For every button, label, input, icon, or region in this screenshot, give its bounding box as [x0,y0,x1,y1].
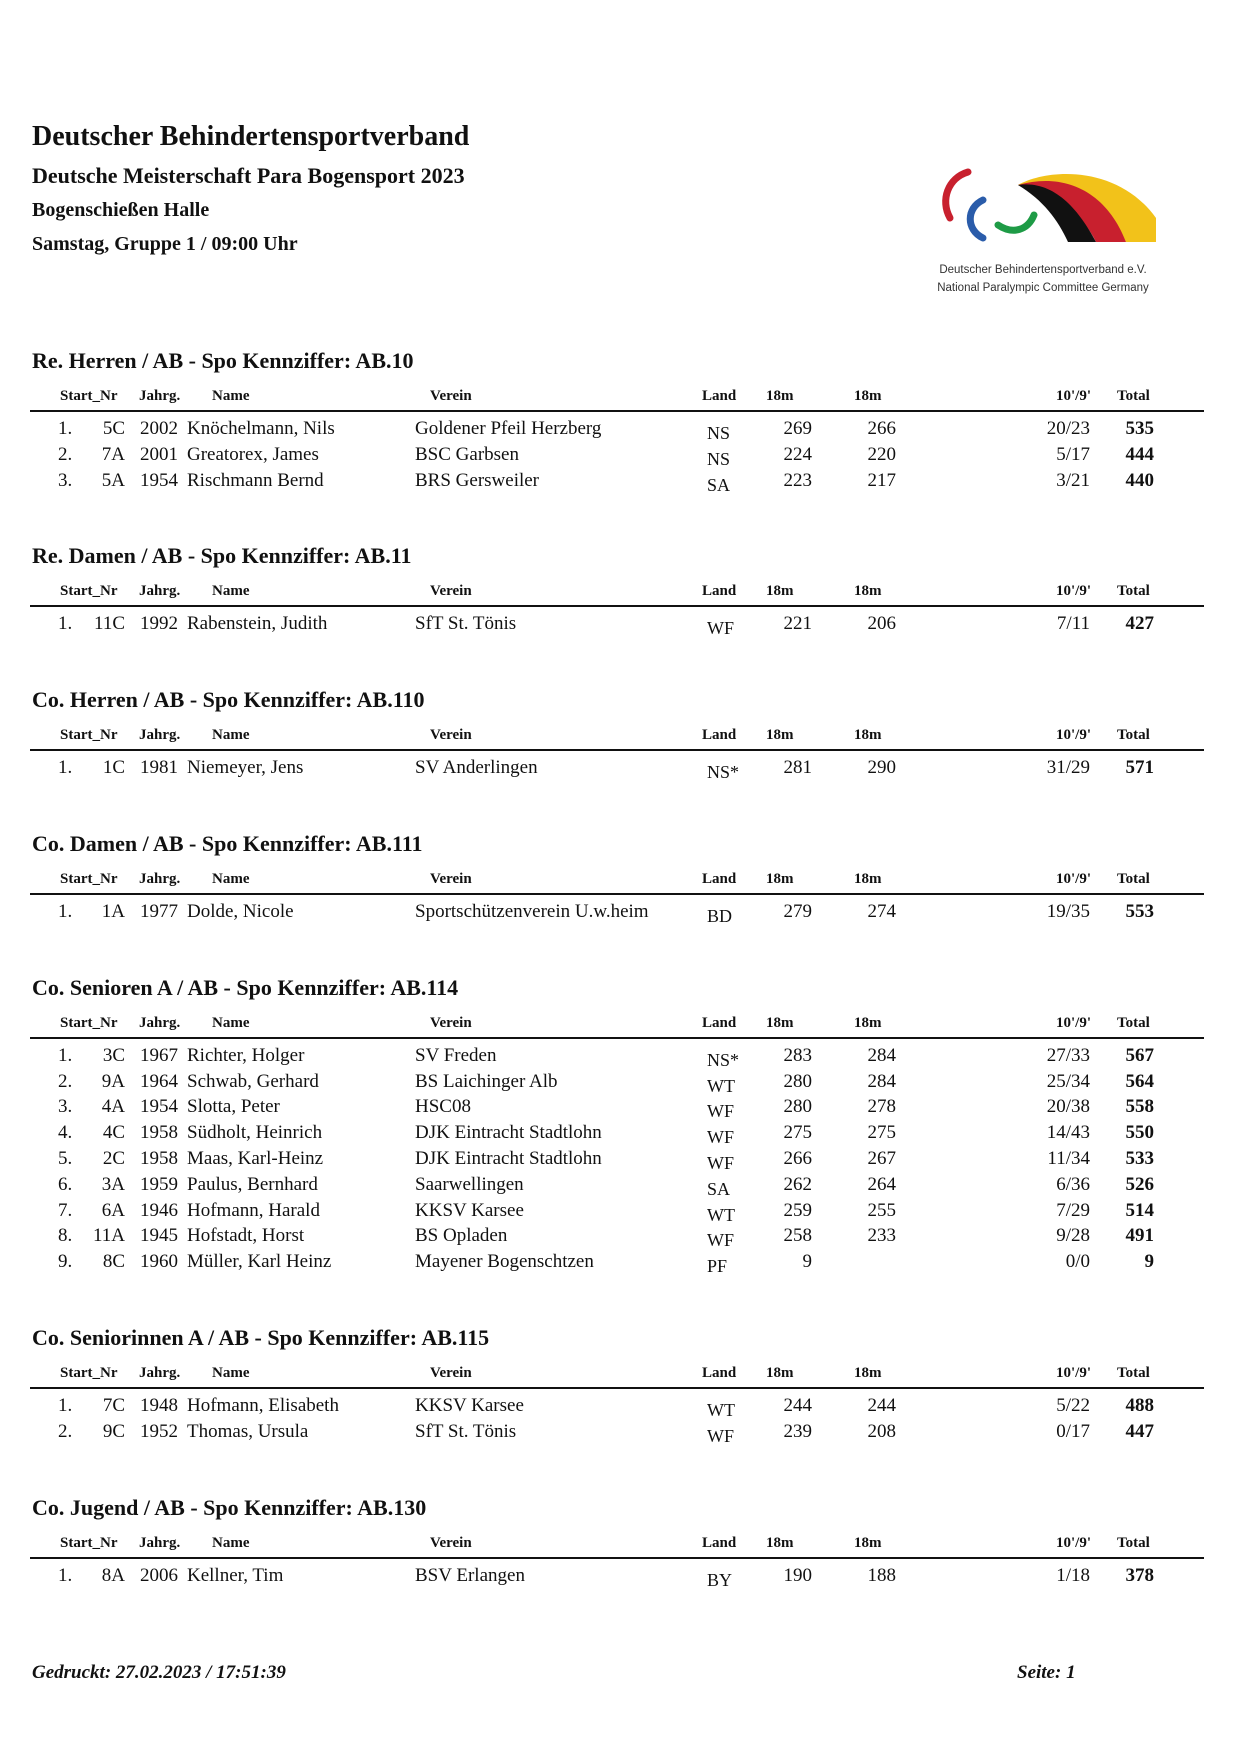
dbs-logo [918,160,1168,310]
section-title: Re. Herren / AB - Spo Kennziffer: AB.10 [32,348,414,373]
col-header-total: Total [1117,727,1150,744]
col-header-land: Land [702,1014,737,1031]
tens-nines: 11/34 [1047,1147,1090,1169]
paralympic-agitos-icon [928,160,1158,260]
session-title: Samstag, Gruppe 1 / 09:00 Uhr [32,233,298,255]
club-name: SV Freden [415,1044,497,1066]
table-row [0,444,1240,470]
rank: 6. [58,1173,73,1195]
club-name: SV Anderlingen [415,757,538,779]
col-header-name: Name [212,583,250,600]
rank: 3. [58,469,73,491]
col-header-tens-nines: 10'/9' [1056,1534,1092,1551]
col-header-club: Verein [430,1534,472,1551]
rank: 1. [58,1395,73,1416]
total-score: 427 [1125,613,1154,635]
col-header-tens-nines: 10'/9' [1056,1365,1092,1381]
col-header-tens-nines: 10'/9' [1056,727,1092,744]
table-row [0,418,1240,444]
col-header-start-nr: Start_Nr [60,583,118,600]
header-rule [30,893,1204,895]
tens-nines: 20/23 [1046,418,1090,439]
score-round-1: 269 [783,418,812,439]
birth-year: 1960 [140,1251,178,1273]
score-round-2: 255 [867,1199,896,1221]
state-code: NS* [707,1049,740,1070]
col-header-start-nr: Start_Nr [60,871,118,887]
total-score: 378 [1125,1564,1154,1586]
athlete-name: Dolde, Nicole [187,901,294,922]
score-round-2: 208 [867,1420,896,1442]
score-round-1: 190 [783,1564,812,1586]
birth-year: 1958 [140,1147,178,1169]
table-row [0,1421,1240,1447]
birth-year: 1958 [140,1122,178,1144]
section-title: Co. Senioren A / AB - Spo Kennziffer: AB.114 [32,974,459,1000]
total-score: 9 [1144,1251,1154,1273]
col-header-land: Land [702,727,737,744]
score-round-1: 258 [783,1225,812,1247]
score-round-2: 206 [867,613,896,635]
tens-nines: 1/18 [1056,1564,1090,1586]
table-row [0,1148,1240,1174]
start-code: 5C [102,418,125,439]
state-code: WT [707,1204,735,1225]
table-row [0,1565,1240,1591]
score-round-2: 264 [867,1173,896,1195]
birth-year: 1967 [140,1044,178,1066]
score-round-1: 283 [783,1044,812,1066]
col-header-name: Name [212,1014,250,1031]
rank: 2. [58,1070,73,1092]
col-header-land: Land [702,1365,737,1381]
col-header-score-1: 18m [766,1014,794,1031]
state-code: BD [707,906,733,926]
start-code: 2C [102,1147,125,1169]
table-row [0,901,1240,927]
athlete-name: Kellner, Tim [187,1564,284,1586]
col-header-start-nr: Start_Nr [60,1365,118,1381]
col-header-name: Name [212,388,250,404]
club-name: BRS Gersweiler [415,469,540,491]
total-score: 533 [1125,1147,1154,1169]
start-code: 4C [102,1122,125,1144]
state-code: SA [707,474,731,495]
club-name: BSV Erlangen [415,1564,525,1586]
tens-nines: 5/17 [1056,443,1090,465]
score-round-1: 281 [783,757,812,779]
score-round-1: 279 [783,901,812,922]
table-row [0,1071,1240,1097]
header-rule [30,605,1204,607]
score-round-2: 244 [867,1395,896,1416]
col-header-score-2: 18m [854,583,882,600]
club-name: BSC Garbsen [415,443,519,465]
header-rule [30,1557,1204,1559]
athlete-name: Rischmann Bernd [187,469,324,491]
state-code: WF [707,1230,734,1251]
start-code: 9C [102,1420,125,1442]
score-round-2: 217 [867,469,896,491]
header-rule [30,749,1204,751]
club-name: HSC08 [415,1096,471,1118]
score-round-2: 278 [867,1096,896,1118]
athlete-name: Thomas, Ursula [187,1420,309,1442]
printed-timestamp: Gedruckt: 27.02.2023 / 17:51:39 [32,1662,286,1683]
header-rule [30,410,1204,412]
state-code: WF [707,1425,734,1446]
athlete-name: Niemeyer, Jens [187,757,304,779]
birth-year: 1992 [140,613,178,635]
state-code: SA [707,1178,731,1199]
start-code: 9A [101,1070,125,1092]
start-code: 7A [101,443,125,465]
rank: 5. [58,1147,73,1169]
start-code: 8A [101,1564,125,1586]
tens-nines: 9/28 [1056,1225,1090,1247]
col-header-score-1: 18m [766,583,794,600]
total-score: 564 [1125,1070,1154,1092]
rank: 4. [58,1122,73,1144]
col-header-total: Total [1117,583,1150,600]
col-header-score-1: 18m [766,1365,794,1381]
col-header-tens-nines: 10'/9' [1056,1014,1092,1031]
total-score: 535 [1125,418,1154,439]
birth-year: 1948 [140,1395,178,1416]
score-round-2: 275 [867,1122,896,1144]
col-header-score-2: 18m [854,871,882,887]
start-code: 8C [102,1251,125,1273]
col-header-start-nr: Start_Nr [60,388,118,404]
tens-nines: 20/38 [1046,1096,1090,1118]
rank: 1. [58,757,73,779]
tens-nines: 6/36 [1056,1173,1090,1195]
rank: 1. [58,901,73,922]
club-name: BS Laichinger Alb [415,1070,558,1092]
header-rule [30,1387,1204,1389]
state-code: NS [707,423,731,443]
total-score: 526 [1125,1173,1154,1195]
total-score: 567 [1125,1044,1154,1066]
total-score: 440 [1125,469,1154,491]
birth-year: 1954 [140,469,178,491]
col-header-land: Land [702,1534,737,1551]
col-header-name: Name [212,727,250,744]
col-header-score-1: 18m [766,1534,794,1551]
table-row [0,1200,1240,1226]
col-header-club: Verein [430,388,472,404]
col-header-score-1: 18m [766,727,794,744]
col-header-club: Verein [430,871,472,887]
section-title: Co. Herren / AB - Spo Kennziffer: AB.110 [32,687,425,713]
state-code: WT [707,1075,735,1096]
athlete-name: Slotta, Peter [187,1096,280,1118]
org-title: Deutscher Behindertensportverband [32,121,470,152]
athlete-name: Richter, Holger [187,1044,305,1066]
col-header-club: Verein [430,583,472,600]
logo-caption-line1: Deutscher Behindertensportverband e.V. [939,264,1147,276]
section-title: Re. Damen / AB - Spo Kennziffer: AB.11 [32,543,412,569]
col-header-club: Verein [430,727,472,744]
club-name: DJK Eintracht Stadtlohn [415,1122,602,1144]
start-code: 1A [101,901,125,922]
col-header-year: Jahrg. [139,388,181,404]
col-header-land: Land [702,583,737,600]
score-round-1: 280 [783,1096,812,1118]
col-header-year: Jahrg. [139,1365,181,1381]
birth-year: 2001 [140,443,178,465]
table-row [0,1122,1240,1148]
athlete-name: Hofmann, Harald [187,1199,320,1221]
state-code: WT [707,1400,735,1420]
col-header-club: Verein [430,1365,472,1381]
birth-year: 1981 [140,757,178,779]
col-header-name: Name [212,1365,250,1381]
club-name: Goldener Pfeil Herzberg [415,418,602,439]
col-header-score-1: 18m [766,388,794,404]
score-round-1: 262 [783,1173,812,1195]
athlete-name: Knöchelmann, Nils [187,418,335,439]
club-name: KKSV Karsee [415,1199,524,1221]
table-row [0,1251,1240,1277]
birth-year: 1977 [140,901,178,922]
score-round-1: 244 [783,1395,812,1416]
birth-year: 1964 [140,1070,178,1092]
rank: 9. [58,1251,73,1273]
club-name: BS Opladen [415,1225,508,1247]
score-round-2: 274 [867,901,896,922]
score-round-2: 220 [867,443,896,465]
score-round-1: 259 [783,1199,812,1221]
start-code: 3A [101,1173,125,1195]
score-round-1: 280 [783,1070,812,1092]
section-title: Co. Jugend / AB - Spo Kennziffer: AB.130 [32,1494,427,1520]
birth-year: 1959 [140,1173,178,1195]
table-row [0,613,1240,639]
col-header-start-nr: Start_Nr [60,1014,118,1031]
athlete-name: Paulus, Bernhard [187,1173,318,1195]
state-code: WF [707,1152,734,1173]
rank: 2. [58,1420,73,1442]
col-header-name: Name [212,1534,250,1551]
table-row [0,757,1240,783]
col-header-total: Total [1117,871,1150,887]
club-name: Saarwellingen [415,1173,524,1195]
birth-year: 1945 [140,1225,178,1247]
birth-year: 2006 [140,1564,178,1586]
col-header-tens-nines: 10'/9' [1056,583,1092,600]
logo-caption-line2: National Paralympic Committee Germany [937,282,1149,294]
col-header-land: Land [702,388,737,404]
birth-year: 1946 [140,1199,178,1221]
col-header-start-nr: Start_Nr [60,1534,118,1551]
state-code: WF [707,618,734,639]
tens-nines: 27/33 [1046,1044,1090,1066]
total-score: 491 [1125,1225,1154,1247]
start-code: 11A [92,1225,125,1247]
score-round-1: 223 [783,469,812,491]
tens-nines: 25/34 [1046,1070,1090,1092]
rank: 1. [58,1044,73,1066]
col-header-score-2: 18m [854,1014,882,1031]
rank: 1. [58,1564,73,1586]
col-header-score-2: 18m [854,1534,882,1551]
state-code: NS [707,448,731,469]
total-score: 514 [1125,1199,1154,1221]
score-round-1: 275 [783,1122,812,1144]
athlete-name: Maas, Karl-Heinz [187,1147,324,1169]
score-round-2: 284 [867,1070,896,1092]
total-score: 447 [1125,1420,1154,1442]
score-round-2: 267 [867,1147,896,1169]
score-round-2: 266 [867,418,896,439]
state-code: BY [707,1569,733,1590]
total-score: 488 [1125,1395,1154,1416]
rank: 3. [58,1096,73,1118]
birth-year: 1954 [140,1096,178,1118]
score-round-2: 188 [867,1564,896,1586]
score-round-1: 239 [783,1420,812,1442]
tens-nines: 0/0 [1065,1251,1090,1273]
score-round-1: 266 [783,1147,812,1169]
col-header-year: Jahrg. [139,1014,181,1031]
tens-nines: 0/17 [1056,1420,1090,1442]
rank: 1. [58,613,73,635]
start-code: 6A [101,1199,125,1221]
athlete-name: Schwab, Gerhard [187,1070,319,1092]
col-header-score-1: 18m [766,871,794,887]
score-round-1: 221 [783,613,812,635]
club-name: SfT St. Tönis [415,613,517,635]
col-header-year: Jahrg. [139,727,181,744]
start-code: 3C [102,1044,125,1066]
athlete-name: Südholt, Heinrich [187,1122,323,1144]
table-row [0,1225,1240,1251]
tens-nines: 7/11 [1056,613,1090,635]
col-header-year: Jahrg. [139,583,181,600]
col-header-total: Total [1117,1014,1150,1031]
athlete-name: Hofmann, Elisabeth [187,1395,339,1416]
col-header-score-2: 18m [854,1365,882,1381]
rank: 7. [58,1199,73,1221]
score-round-2: 284 [867,1044,896,1066]
club-name: DJK Eintracht Stadtlohn [415,1147,602,1169]
start-code: 1C [102,757,125,779]
state-code: WF [707,1127,734,1148]
rank: 1. [58,418,73,439]
athlete-name: Hofstadt, Horst [187,1225,305,1247]
rank: 8. [58,1225,73,1247]
col-header-score-2: 18m [854,727,882,744]
col-header-total: Total [1117,1365,1150,1381]
tens-nines: 3/21 [1056,469,1090,491]
col-header-start-nr: Start_Nr [60,727,118,744]
table-row [0,1174,1240,1200]
club-name: Sportschützenverein U.w.heim [415,901,649,922]
rank: 2. [58,443,73,465]
section-title: Co. Damen / AB - Spo Kennziffer: AB.111 [32,831,423,856]
total-score: 571 [1125,757,1154,779]
header-rule [30,1037,1204,1039]
birth-year: 1952 [140,1420,178,1442]
athlete-name: Greatorex, James [187,443,319,465]
col-header-total: Total [1117,388,1150,404]
tens-nines: 31/29 [1046,757,1090,779]
total-score: 444 [1125,443,1154,465]
tens-nines: 14/43 [1046,1122,1090,1144]
score-round-1: 9 [802,1251,812,1273]
col-header-year: Jahrg. [139,1534,181,1551]
col-header-name: Name [212,871,250,887]
page-number: Seite: 1 [1017,1662,1076,1683]
table-row [0,1045,1240,1071]
col-header-tens-nines: 10'/9' [1056,871,1092,887]
score-round-2: 233 [867,1225,896,1247]
col-header-score-2: 18m [854,388,882,404]
total-score: 553 [1125,901,1154,922]
start-code: 4A [101,1096,125,1118]
state-code: WF [707,1101,734,1122]
discipline-title: Bogenschießen Halle [32,199,210,221]
score-round-2: 290 [867,757,896,779]
col-header-tens-nines: 10'/9' [1056,388,1092,404]
total-score: 558 [1125,1096,1154,1118]
tens-nines: 5/22 [1056,1395,1090,1416]
score-round-1: 224 [783,443,812,465]
col-header-club: Verein [430,1014,472,1031]
start-code: 7C [102,1395,125,1416]
table-row [0,470,1240,496]
table-row [0,1096,1240,1122]
section-title: Co. Seniorinnen A / AB - Spo Kennziffer: AB.115 [32,1325,490,1350]
col-header-year: Jahrg. [139,871,181,887]
state-code: NS* [707,762,740,783]
start-code: 5A [101,469,125,491]
athlete-name: Müller, Karl Heinz [187,1251,332,1273]
state-code: PF [707,1256,728,1277]
table-row [0,1395,1240,1421]
total-score: 550 [1125,1122,1154,1144]
col-header-total: Total [1117,1534,1150,1551]
tens-nines: 19/35 [1046,901,1090,922]
club-name: KKSV Karsee [415,1395,524,1416]
start-code: 11C [94,613,125,635]
club-name: SfT St. Tönis [415,1420,517,1442]
club-name: Mayener Bogenschtzen [415,1251,594,1273]
col-header-land: Land [702,871,737,887]
tens-nines: 7/29 [1056,1199,1090,1221]
athlete-name: Rabenstein, Judith [187,613,328,635]
birth-year: 2002 [140,418,178,439]
event-title: Deutsche Meisterschaft Para Bogensport 2023 [32,163,465,188]
